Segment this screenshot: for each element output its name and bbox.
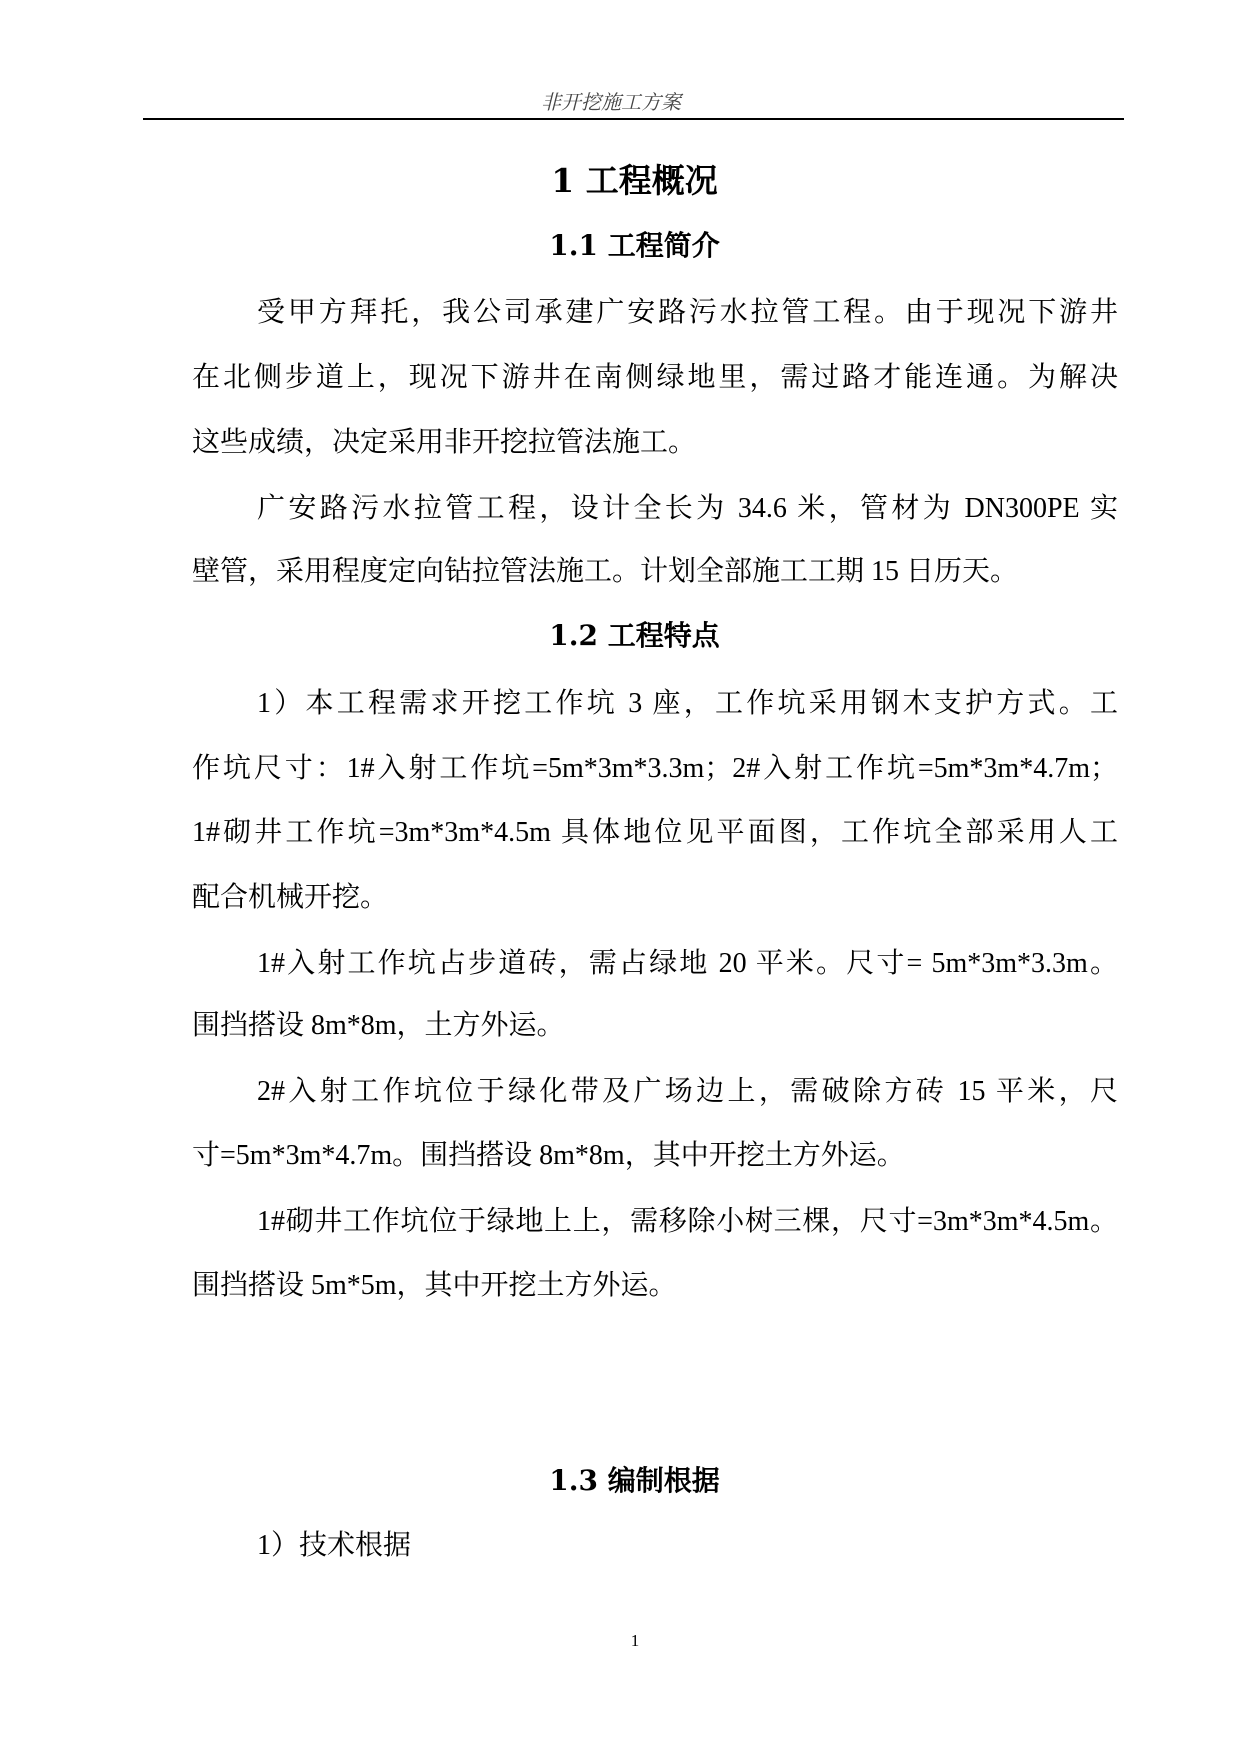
running-header: 非开挖施工方案 [541,92,681,114]
paragraph-line: 围挡搭设 8m*8m，土方外运。 [192,1010,565,1041]
page-number: 1 [630,1631,640,1650]
paragraph-line: 在北侧步道上，现况下游井在南侧绿地里，需过路才能连通。为解决 [192,362,1118,393]
paragraph-line: 壁管，采用程度定向钻拉管法施工。计划全部施工工期 15 日历天。 [192,556,1019,587]
paragraph-line: 受甲方拜托，我公司承建广安路污水拉管工程。由于现况下游井 [257,297,1118,328]
section-title-1-2: 1.2 工程特点 [549,619,720,652]
header-rule [143,118,1124,120]
paragraph-line: 围挡搭设 5m*5m，其中开挖土方外运。 [192,1270,677,1301]
paragraph-line: 1#砌井工作坑位于绿地上上，需移除小树三棵，尺寸=3m*3m*4.5m。 [257,1206,1118,1237]
paragraph-line: 1）本工程需求开挖工作坑 3 座，工作坑采用钢木支护方式。工 [257,688,1118,719]
paragraph-line: 1）技术根据 [257,1530,412,1561]
chapter-title: 1 工程概况 [551,161,718,200]
paragraph-line: 广安路污水拉管工程，设计全长为 34.6 米，管材为 DN300PE 实 [257,493,1118,524]
paragraph-line: 寸=5m*3m*4.7m。围挡搭设 8m*8m，其中开挖土方外运。 [192,1140,905,1171]
paragraph-line: 2#入射工作坑位于绿化带及广场边上，需破除方砖 15 平米，尺 [257,1076,1118,1107]
paragraph-line: 配合机械开挖。 [192,882,389,913]
paragraph-line: 这些成绩，决定采用非开挖拉管法施工。 [192,427,697,458]
section-title-1-1: 1.1 工程简介 [549,229,720,262]
paragraph-line: 1#砌井工作坑=3m*3m*4.5m 具体地位见平面图，工作坑全部采用人工 [192,817,1118,848]
paragraph-line: 作坑尺寸：1#入射工作坑=5m*3m*3.3m；2#入射工作坑=5m*3m*4.7m； [192,753,1118,784]
paragraph-line: 1#入射工作坑占步道砖，需占绿地 20 平米。尺寸= 5m*3m*3.3m。 [257,948,1118,979]
section-title-1-3: 1.3 编制根据 [549,1464,720,1497]
